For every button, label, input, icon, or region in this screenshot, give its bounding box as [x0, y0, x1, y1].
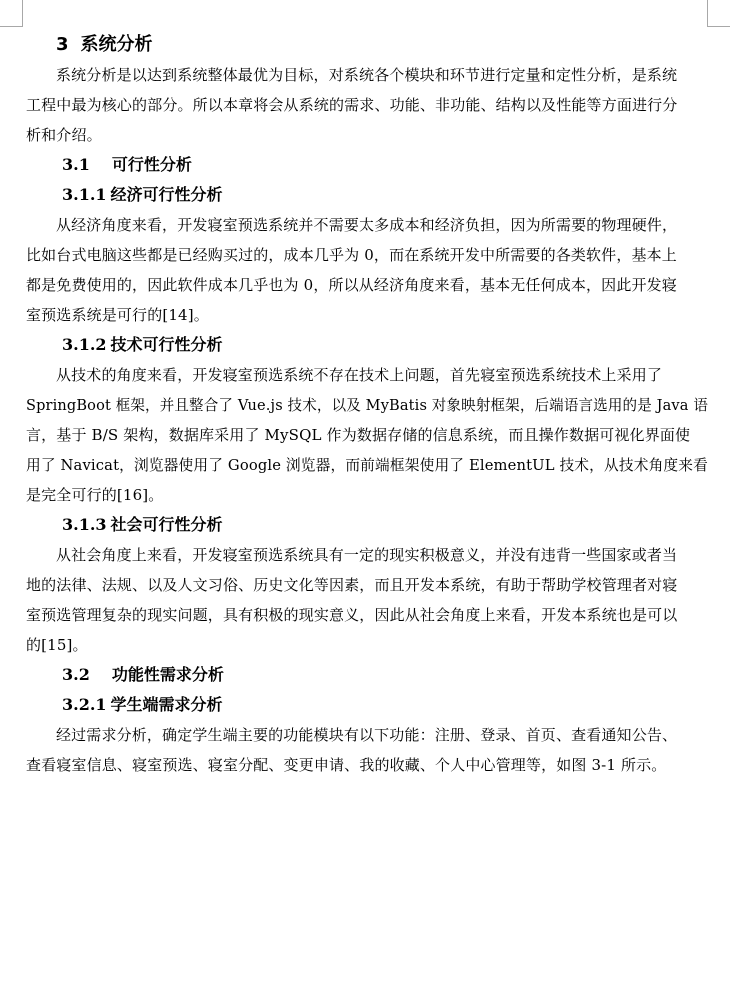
heading-number: 3 [56, 34, 69, 55]
heading-chapter-3 [56, 32, 708, 58]
heading-3-2 [62, 660, 708, 690]
paragraph-economic-feasibility [26, 210, 708, 330]
paragraph-line: 都是免费使用的，因此软件成本几乎也为 0，所以从经济角度来看，基本无任何成本，因此开发寝 [26, 276, 677, 294]
heading-title: 学生端需求分析 [110, 695, 223, 714]
paragraph-line: 析和介绍。 [26, 126, 102, 144]
paragraph-intro [26, 60, 708, 150]
heading-number: 3.1.1 [62, 185, 107, 204]
paragraph-line: 室预选管理复杂的现实问题，具有积极的现实意义，因此从社会角度上来看，开发本系统也是可以 [26, 606, 678, 624]
paragraph-line: 工程中最为核心的部分。所以本章将会从系统的需求、功能、非功能、结构以及性能等方面进行分 [26, 96, 678, 114]
heading-3-2-1 [62, 690, 708, 720]
page-corner-mark-top-left [0, 0, 23, 27]
heading-number: 3.1 [62, 155, 90, 174]
paragraph-line: 是完全可行的[16]。 [26, 486, 164, 504]
paragraph-line: 从技术的角度来看，开发寝室预选系统不存在技术上问题，首先寝室预选系统技术上采用了 [56, 366, 663, 384]
paragraph-line: 从经济角度来看，开发寝室预选系统并不需要太多成本和经济负担，因为所需要的物理硬件， [56, 216, 678, 234]
paragraph-line: 经过需求分析，确定学生端主要的功能模块有以下功能：注册、登录、首页、查看通知公告、 [56, 726, 678, 744]
heading-3-1-1 [62, 180, 708, 210]
paragraph-line: 室预选系统是可行的[14]。 [26, 306, 209, 324]
page-corner-mark-top-right [707, 0, 730, 27]
paragraph-line: 查看寝室信息、寝室预选、寝室分配、变更申请、我的收藏、个人中心管理等，如图 3-1 所示。 [26, 756, 667, 774]
paragraph-line: 比如台式电脑这些都是已经购买过的，成本几乎为 0，而在系统开发中所需要的各类软件，基本上 [26, 246, 677, 264]
heading-title: 社会可行性分析 [110, 515, 223, 534]
heading-title: 技术可行性分析 [110, 335, 223, 354]
heading-number: 3.2.1 [62, 695, 107, 714]
paragraph-line: 系统分析是以达到系统整体最优为目标，对系统各个模块和环节进行定量和定性分析，是系统 [56, 66, 678, 84]
document-page [26, 32, 708, 780]
paragraph-line: 从社会角度上来看，开发寝室预选系统具有一定的现实积极意义，并没有违背一些国家或者当 [56, 546, 678, 564]
heading-3-1-2 [62, 330, 708, 360]
paragraph-technical-feasibility [26, 360, 708, 510]
paragraph-social-feasibility [26, 540, 708, 660]
heading-3-1 [62, 150, 708, 180]
paragraph-line: 言，基于 B/S 架构，数据库采用了 MySQL 作为数据存储的信息系统，而且操作数据可视化界面使 [26, 426, 691, 444]
heading-title: 经济可行性分析 [110, 185, 223, 204]
paragraph-line: 的[15]。 [26, 636, 88, 654]
heading-number: 3.2 [62, 665, 90, 684]
heading-3-1-3 [62, 510, 708, 540]
heading-title: 功能性需求分析 [111, 665, 224, 684]
paragraph-line: SpringBoot 框架，并且整合了 Vue.js 技术，以及 MyBatis 对象映射框架，后端语言选用的是 Java 语 [26, 396, 708, 414]
heading-title: 系统分析 [80, 34, 153, 55]
paragraph-line: 地的法律、法规、以及人文习俗、历史文化等因素，而且开发本系统，有助于帮助学校管理者对寝 [26, 576, 678, 594]
paragraph-line: 用了 Navicat，浏览器使用了 Google 浏览器，而前端框架使用了 ElementUL 技术，从技术角度来看 [26, 456, 708, 474]
paragraph-student-requirements [26, 720, 708, 780]
heading-title: 可行性分析 [111, 155, 192, 174]
heading-number: 3.1.2 [62, 335, 107, 354]
heading-number: 3.1.3 [62, 515, 107, 534]
